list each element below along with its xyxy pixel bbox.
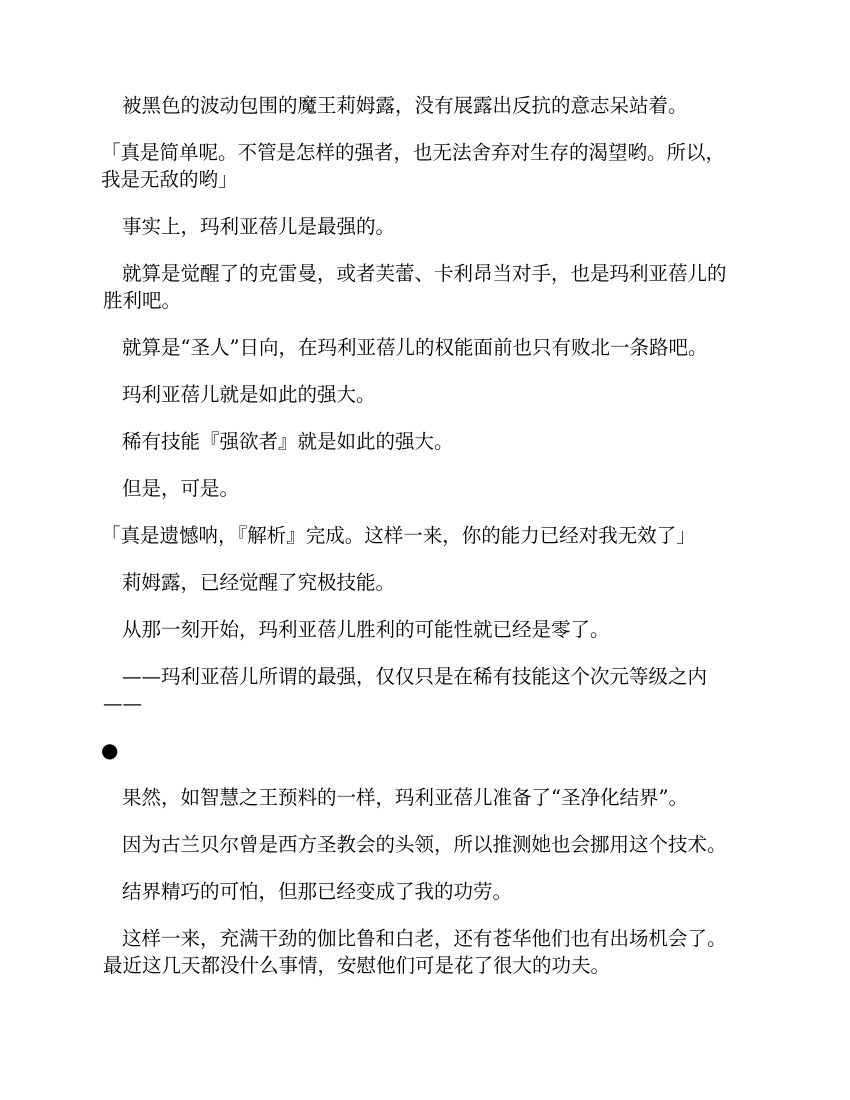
dialog-paragraph-2: 「真是简单呢。不管是怎样的强者，也无法舍弃对生存的渴望哟。所以，我是无敌的哟」	[101, 141, 726, 191]
paragraph-12: ——玛利亚蓓儿所谓的最强，仅仅只是在稀有技能这个次元等级之内——	[103, 665, 708, 715]
paragraph-7: 稀有技能『强欲者』就是如此的强大。	[122, 430, 454, 453]
paragraph-1: 被黑色的波动包围的魔王莉姆露，没有展露出反抗的意志呆站着。	[122, 94, 688, 117]
paragraph-17: 这样一来，充满干劲的伽比鲁和白老，还有苍华他们也有出场机会了。最近这几天都没什么事情，安慰他们可是花了很大的功夫。	[103, 927, 727, 977]
paragraph-3: 事实上，玛利亚蓓儿是最强的。	[122, 215, 396, 238]
paragraph-14: 果然，如智慧之王预料的一样，玛利亚蓓儿准备了“圣净化结界”。	[122, 786, 688, 809]
paragraph-8: 但是，可是。	[122, 477, 240, 500]
paragraph-10: 莉姆露，已经觉醒了究极技能。	[122, 571, 396, 594]
paragraph-6: 玛利亚蓓儿就是如此的强大。	[122, 383, 376, 406]
paragraph-15: 因为古兰贝尔曾是西方圣教会的头领，所以推测她也会挪用这个技术。	[122, 833, 727, 856]
section-separator: ●	[101, 738, 119, 762]
dialog-paragraph-9: 「真是遗憾呐，『解析』完成。这样一来，你的能力已经对我无效了」	[101, 524, 696, 547]
paragraph-11: 从那一刻开始，玛利亚蓓儿胜利的可能性就已经是零了。	[122, 618, 610, 641]
document-page	[103, 92, 743, 999]
paragraph-16: 结界精巧的可怕，但那已经变成了我的功劳。	[122, 880, 513, 903]
paragraph-4: 就算是觉醒了的克雷曼，或者芙蕾、卡利昂当对手，也是玛利亚蓓儿的胜利吧。	[103, 262, 727, 312]
paragraph-5: 就算是“圣人”日向，在玛利亚蓓儿的权能面前也只有败北一条路吧。	[122, 336, 708, 359]
